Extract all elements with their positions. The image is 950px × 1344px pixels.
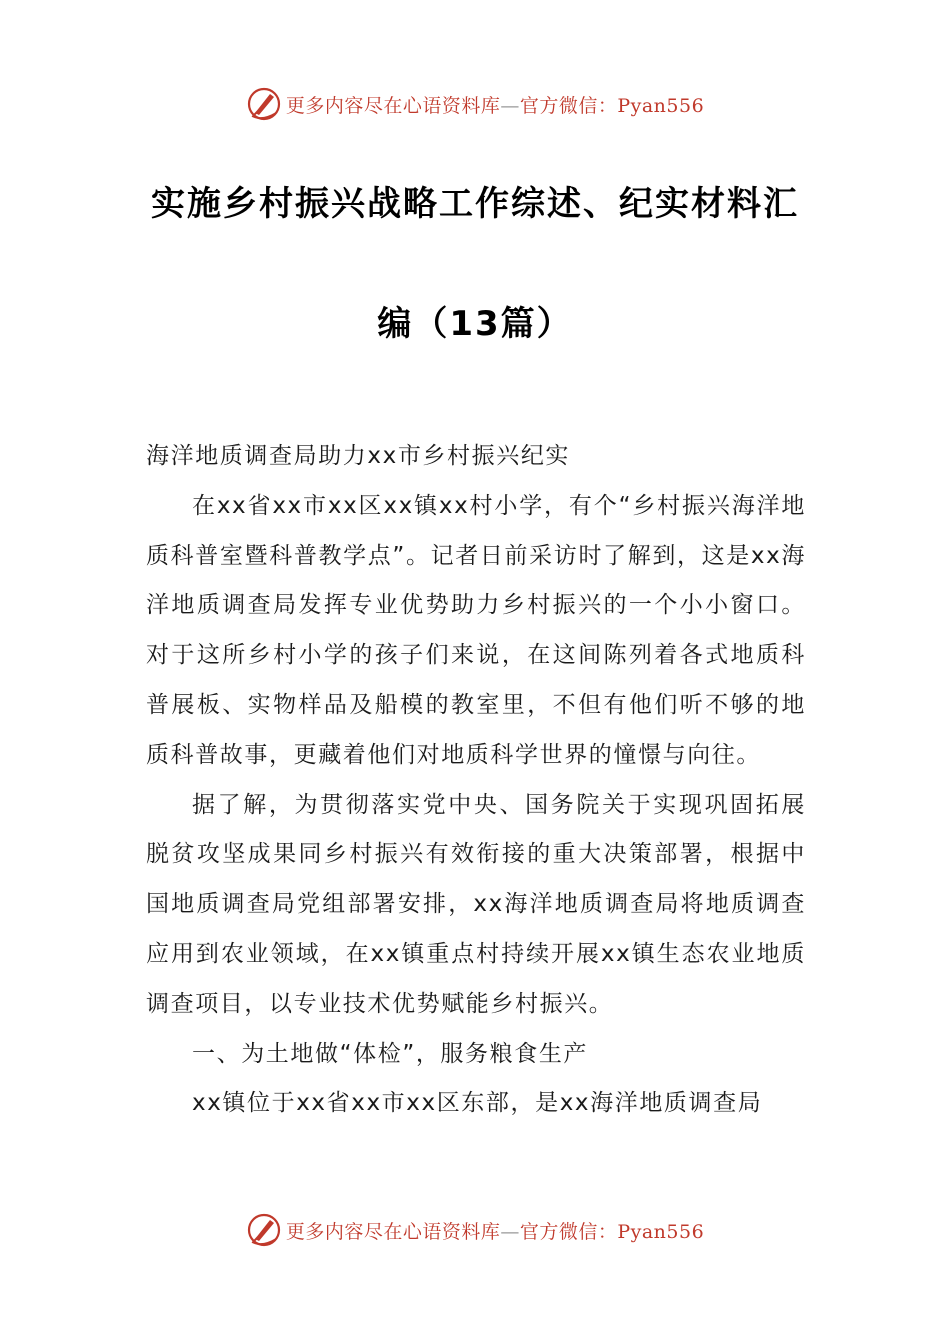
- header-banner-dash: —: [500, 94, 520, 117]
- document-body: [146, 432, 806, 1129]
- header-banner-main: 更多内容尽在心语资料库: [285, 94, 501, 117]
- section-heading: 海洋地质调查局助力xx市乡村振兴纪实: [146, 443, 571, 469]
- quill-pen-logo-icon: [246, 86, 282, 122]
- body-paragraph: xx镇位于xx省xx市xx区东部，是xx海洋地质调查局: [192, 1090, 763, 1117]
- document-title-line2: 编（13篇）: [377, 304, 573, 344]
- header-banner-contact: 官方微信：Pyan556: [519, 94, 705, 117]
- quill-pen-logo-icon: [246, 1212, 282, 1248]
- header-banner: [0, 84, 950, 124]
- document-title-line1: 实施乡村振兴战略工作综述、纪实材料汇: [151, 184, 799, 224]
- subsection-heading: 一、为土地做“体检”，服务粮食生产: [192, 1040, 589, 1067]
- footer-banner-main: 更多内容尽在心语资料库: [285, 1220, 501, 1243]
- footer-banner: [0, 1210, 950, 1250]
- footer-banner-contact: 官方微信：Pyan556: [519, 1220, 705, 1243]
- body-paragraph: 在xx省xx市xx区xx镇xx村小学，有个“乡村振兴海洋地质科普室暨科普教学点”。记者日前采访时了解到，这是xx海洋地质调查局发挥专业优势助力乡村振兴的一个小小窗口。对于这所乡村小学的孩子们来说，在这间陈列着各式地质科普展板、实物样品及船模的教室里，不但有他们听不够的地质科普故事，更藏着他们对地质科学世界的憧憬与向往。: [146, 492, 806, 768]
- body-paragraph: 据了解，为贯彻落实党中央、国务院关于实现巩固拓展脱贫攻坚成果同乡村振兴有效衔接的重大决策部署，根据中国地质调查局党组部署安排，xx海洋地质调查局将地质调查应用到农业领域，在xx镇重点村持续开展xx镇生态农业地质调查项目，以专业技术优势赋能乡村振兴。: [146, 791, 806, 1017]
- footer-banner-text: [286, 1217, 704, 1244]
- header-banner-text: [286, 91, 704, 118]
- footer-banner-dash: —: [500, 1220, 520, 1243]
